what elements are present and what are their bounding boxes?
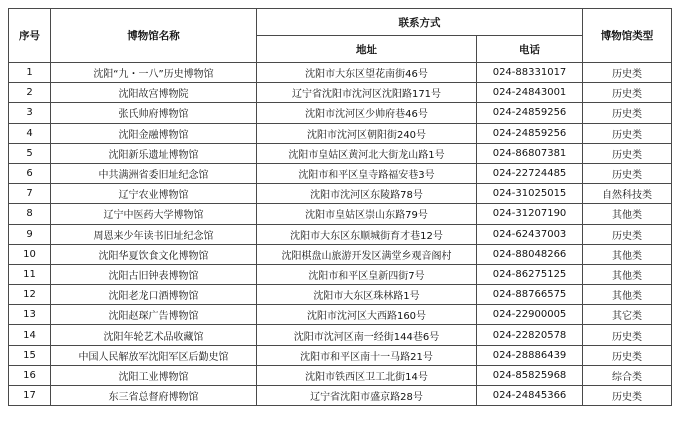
table-row [9,325,672,345]
cell-no: 9 [9,224,51,244]
cell-address: 沈阳市铁西区卫工北街14号 [257,365,477,385]
cell-type: 历史类 [583,83,672,103]
header-type: 博物馆类型 [583,9,672,63]
museum-table-container [8,8,671,406]
cell-phone: 024-31025015 [477,184,583,204]
cell-type: 自然科技类 [583,184,672,204]
cell-no: 2 [9,83,51,103]
table-row [9,224,672,244]
header-address: 地址 [257,36,477,63]
table-row [9,204,672,224]
cell-name: 张氏帅府博物馆 [51,103,257,123]
table-row [9,386,672,406]
cell-type: 历史类 [583,345,672,365]
cell-type: 历史类 [583,63,672,83]
cell-name: 沈阳赵琛广告博物馆 [51,305,257,325]
table-row [9,305,672,325]
table-row [9,103,672,123]
cell-name: 周恩来少年读书旧址纪念馆 [51,224,257,244]
cell-phone: 024-24843001 [477,83,583,103]
cell-phone: 024-31207190 [477,204,583,224]
cell-phone: 024-62437003 [477,224,583,244]
cell-name: 沈阳“九・一八”历史博物馆 [51,63,257,83]
table-row [9,264,672,284]
cell-name: 沈阳老龙口酒博物馆 [51,285,257,305]
cell-address: 沈阳市皇姑区黄河北大街龙山路1号 [257,143,477,163]
cell-address: 沈阳棋盘山旅游开发区满堂乡观音阁村 [257,244,477,264]
cell-phone: 024-88048266 [477,244,583,264]
cell-address: 沈阳市沈河区朝阳街240号 [257,123,477,143]
cell-type: 其他类 [583,204,672,224]
table-row [9,244,672,264]
table-header [9,9,672,63]
cell-type: 历史类 [583,123,672,143]
cell-type: 历史类 [583,103,672,123]
cell-no: 4 [9,123,51,143]
cell-address: 沈阳市皇姑区崇山东路79号 [257,204,477,224]
cell-type: 历史类 [583,224,672,244]
cell-phone: 024-24859256 [477,103,583,123]
header-row-top [9,9,672,36]
cell-address: 沈阳市沈河区南一经街144巷6号 [257,325,477,345]
cell-no: 3 [9,103,51,123]
table-row [9,345,672,365]
cell-name: 沈阳故宫博物院 [51,83,257,103]
table-row [9,184,672,204]
cell-no: 10 [9,244,51,264]
cell-no: 13 [9,305,51,325]
cell-phone: 024-22900005 [477,305,583,325]
cell-type: 历史类 [583,386,672,406]
cell-no: 5 [9,143,51,163]
cell-address: 沈阳市沈河区大西路160号 [257,305,477,325]
cell-no: 1 [9,63,51,83]
museum-table [8,8,672,406]
cell-phone: 024-24845366 [477,386,583,406]
table-row [9,123,672,143]
cell-phone: 024-88331017 [477,63,583,83]
cell-name: 沈阳年轮艺术品收藏馆 [51,325,257,345]
cell-name: 沈阳工业博物馆 [51,365,257,385]
cell-type: 其他类 [583,285,672,305]
header-contact: 联系方式 [257,9,583,36]
cell-no: 17 [9,386,51,406]
table-row [9,163,672,183]
cell-no: 16 [9,365,51,385]
cell-address: 沈阳市沈河区东陵路78号 [257,184,477,204]
cell-name: 沈阳金融博物馆 [51,123,257,143]
cell-phone: 024-24859256 [477,123,583,143]
cell-name: 辽宁农业博物馆 [51,184,257,204]
cell-phone: 024-86275125 [477,264,583,284]
cell-no: 6 [9,163,51,183]
cell-phone: 024-22724485 [477,163,583,183]
cell-phone: 024-86807381 [477,143,583,163]
cell-no: 12 [9,285,51,305]
table-row [9,285,672,305]
cell-address: 辽宁省沈阳市盛京路28号 [257,386,477,406]
cell-address: 沈阳市大东区珠林路1号 [257,285,477,305]
cell-type: 其它类 [583,305,672,325]
cell-no: 8 [9,204,51,224]
cell-phone: 024-85825968 [477,365,583,385]
cell-name: 东三省总督府博物馆 [51,386,257,406]
table-row [9,83,672,103]
cell-no: 7 [9,184,51,204]
cell-name: 沈阳新乐遗址博物馆 [51,143,257,163]
table-row [9,365,672,385]
cell-address: 辽宁省沈阳市沈河区沈阳路171号 [257,83,477,103]
cell-name: 辽宁中医药大学博物馆 [51,204,257,224]
header-name: 博物馆名称 [51,9,257,63]
cell-no: 11 [9,264,51,284]
cell-type: 历史类 [583,143,672,163]
cell-type: 历史类 [583,163,672,183]
cell-type: 历史类 [583,325,672,345]
cell-name: 中国人民解放军沈阳军区后勤史馆 [51,345,257,365]
cell-type: 综合类 [583,365,672,385]
cell-phone: 024-88766575 [477,285,583,305]
cell-no: 15 [9,345,51,365]
table-row [9,143,672,163]
cell-type: 其他类 [583,264,672,284]
cell-address: 沈阳市和平区皇寺路福安巷3号 [257,163,477,183]
cell-address: 沈阳市沈河区少帅府巷46号 [257,103,477,123]
table-row [9,63,672,83]
cell-phone: 024-28886439 [477,345,583,365]
table-body [9,63,672,406]
cell-address: 沈阳市大东区望花南街46号 [257,63,477,83]
cell-address: 沈阳市和平区皇新四街7号 [257,264,477,284]
cell-phone: 024-22820578 [477,325,583,345]
cell-name: 沈阳华夏饮食文化博物馆 [51,244,257,264]
cell-name: 中共满洲省委旧址纪念馆 [51,163,257,183]
cell-no: 14 [9,325,51,345]
header-no: 序号 [9,9,51,63]
cell-type: 其他类 [583,244,672,264]
cell-name: 沈阳古旧钟表博物馆 [51,264,257,284]
cell-address: 沈阳市和平区南十一马路21号 [257,345,477,365]
cell-address: 沈阳市大东区东顺城街育才巷12号 [257,224,477,244]
header-phone: 电话 [477,36,583,63]
